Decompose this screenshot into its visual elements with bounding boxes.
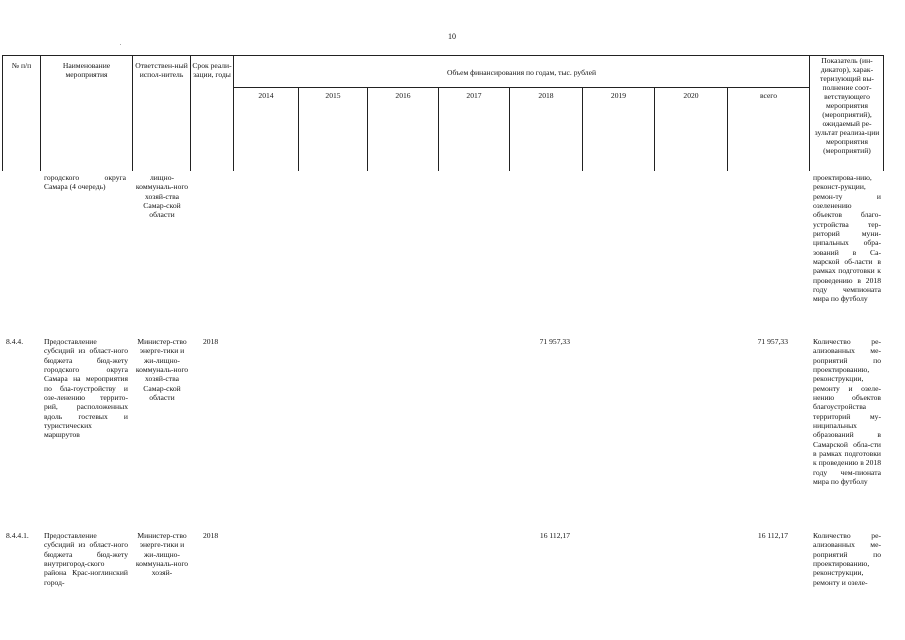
header-num: № п/п [11,61,32,70]
row-num: 8.4.4.1. [6,531,29,540]
row-responsible: Министер-ство энерге-тики и жи-лищно-коммуналь-ного хозяй- [135,531,189,578]
continued-name: городского округа Самара (4 очередь) [44,173,126,192]
row-indicator: Количество ре-ализованных ме-роприятий по проектированию, реконструкции, ремонту и озеле-нению объектов благоустройства территорий му-ниципальных образований в Самарской обла-сти в рамках подготовки к проведению в 2018 году чем-пионата мира по футболу [813,337,881,486]
header-funding: Объем финансирования по годам, тыс. рублей [446,68,597,77]
header-term: Срок реали-зации, годы [192,61,232,80]
grid-line [132,55,133,171]
page-number: 10 [448,32,456,41]
row-term: 2018 [203,531,219,540]
scan-dot [120,44,121,45]
year-2015: 2015 [325,91,341,100]
header-responsible: Ответствен-ный испол-нитель [135,61,188,80]
year-2017: 2017 [466,91,482,100]
year-2019: 2019 [610,91,627,100]
row-value-2018: 16 112,17 [539,531,570,540]
row-value-total: 71 957,33 [757,337,788,346]
grid-line [40,55,41,171]
grid-line [809,55,810,171]
grid-line [233,87,810,88]
year-2014: 2014 [258,91,274,100]
row-name: Предоставление субсидий из област-ного бюджета бюд-жету городского округа Самара на мероприятия по бла-гоустройству и озе-ленению террито-рий, расположенных вдоль гостевых и туристических маршрутов [44,337,128,440]
grid-line [883,55,884,171]
continued-indicator: проектирова-нию, реконст-рукции, ремон-ту и озеленению объектов благо-устройства тер-риторий муни-ципальных обра-зований в Са-марской об-ласти в рамках подготовки к проведению в 2018 году чемпионата мира по футболу [813,173,881,304]
year-2018: 2018 [538,91,554,100]
row-value-total: 16 112,17 [757,531,788,540]
header-name: Наименование мероприятия [62,61,111,80]
year-2016: 2016 [395,91,411,100]
row-indicator: Количество ре-ализованных ме-роприятий по проектированию, реконструкции, ремонту и озеле- [813,531,881,587]
row-value-2018: 71 957,33 [539,337,570,346]
row-responsible: Министер-ство энерге-тики и жи-лищно-коммуналь-ного хозяй-ства Самар-ской области [135,337,189,402]
continued-responsible: лищно-коммуналь-ного хозяй-ства Самар-ской области [135,173,189,220]
grid-line [2,55,884,56]
grid-line [190,55,191,171]
year-2020: 2020 [683,91,699,100]
row-term: 2018 [203,337,219,346]
grid-line [2,55,3,171]
year-total: всего [759,91,778,100]
row-name: Предоставление субсидий из област-ного бюджета бюд-жету внутригород-ского района Крас-ноглинский город- [44,531,128,587]
header-indicator: Показатель (ин-дикатор), харак-теризующий вы-полнение соот-ветствующего мероприятия (мероприятий), ожидаемый ре-зультат реализа-ции мероприятия (мероприятий) [814,56,880,155]
row-num: 8.4.4. [6,337,24,346]
